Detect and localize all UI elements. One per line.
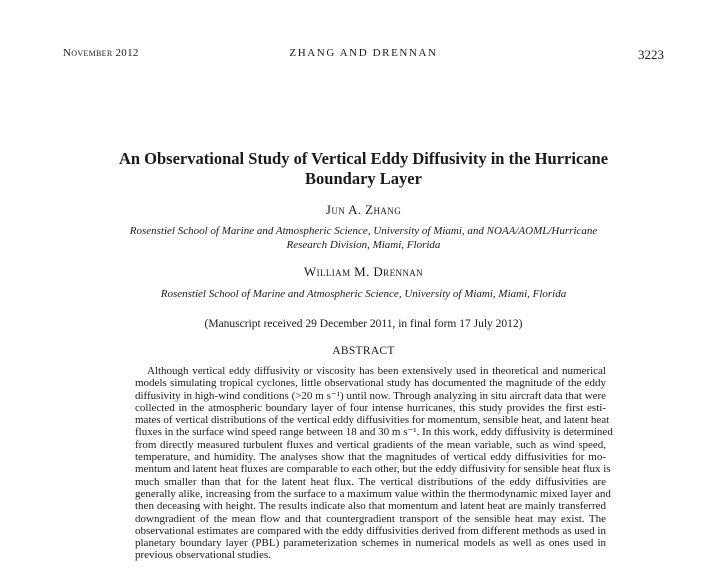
header-running-authors: ZHANG AND DRENNAN — [289, 47, 438, 59]
abstract-line: much smaller than that for the latent heat flux. The vertical distributions of the eddy diffusivities are — [135, 475, 606, 488]
abstract-line: Although vertical eddy diffusivity or viscosity has been extensively used in theoretical and numerical — [147, 365, 606, 377]
abstract-line: downgradient of the mean flow and that countergradient transport of the sensible heat may exist. The — [135, 512, 606, 525]
abstract-line: generally alike, increasing from the surface to a maximum value within the thermodynamic mixed layer and — [135, 487, 611, 500]
author-name: William M. Drennan — [303, 264, 424, 279]
affiliation-line: Rosenstiel School of Marine and Atmospheric Science, University of Miami, and NOAA/AOML/Hurricane — [129, 225, 598, 237]
abstract-line: from directly measured turbulent fluxes and vertical gradients of the mean variable, such as wind speed, — [135, 438, 606, 451]
title-line: An Observational Study of Vertical Eddy Diffusivity in the Hurricane — [118, 149, 609, 168]
abstract-line: diffusivity in high-wind conditions (>20 m s⁻¹) until now. Through analyzing in situ aircraft data that were — [135, 389, 606, 402]
running-header — [63, 47, 664, 65]
abstract-body — [135, 365, 613, 562]
article-title — [70, 149, 657, 189]
manuscript-received-note: (Manuscript received 29 December 2011, in final form 17 July 2012) — [204, 318, 523, 330]
affiliation-line: Research Division, Miami, Florida — [286, 239, 441, 251]
abstract-line: planetary boundary layer (PBL) parameterization schemes in numerical models as well as ones used in — [135, 537, 606, 550]
abstract-line: fluxes in the surface wind speed range between 18 and 30 m s⁻¹. In this work, eddy diffusivity is determined — [135, 426, 613, 439]
title-line: Boundary Layer — [305, 169, 422, 188]
author-affiliation — [80, 287, 647, 301]
abstract-line: models simulating tropical cyclones, little observational study has documented the magnitude of the eddy — [135, 377, 606, 390]
abstract-line: mentum and latent heat fluxes are comparable to each other, but the eddy diffusivity for sensible heat flux is — [135, 463, 611, 476]
affiliation-line: Rosenstiel School of Marine and Atmospheric Science, University of Miami, Miami, Florida — [160, 288, 567, 300]
author-name: Jun A. Zhang — [325, 202, 402, 217]
header-page-number: 3223 — [638, 47, 664, 62]
header-date: November 2012 — [63, 47, 139, 59]
abstract-line: collected in the atmospheric boundary layer of four intense hurricanes, this study provides the first esti- — [135, 401, 606, 414]
abstract-line: then deceasing with height. The results indicate also that momentum and latent heat are mainly transferred — [135, 500, 606, 513]
abstract-line: previous observational studies. — [135, 549, 271, 562]
abstract-line: observational estimates are compared with the eddy diffusivities derived from different methods as used in — [135, 524, 606, 537]
author-affiliation — [120, 224, 607, 252]
abstract-heading: ABSTRACT — [332, 345, 395, 357]
abstract-line: mates of vertical distributions of the vertical eddy diffusivities for momentum, sensible heat, and latent heat — [135, 414, 610, 427]
abstract-line: temperature, and humidity. The analyses show that the magnitudes of vertical eddy diffusivities for mo- — [135, 451, 606, 464]
